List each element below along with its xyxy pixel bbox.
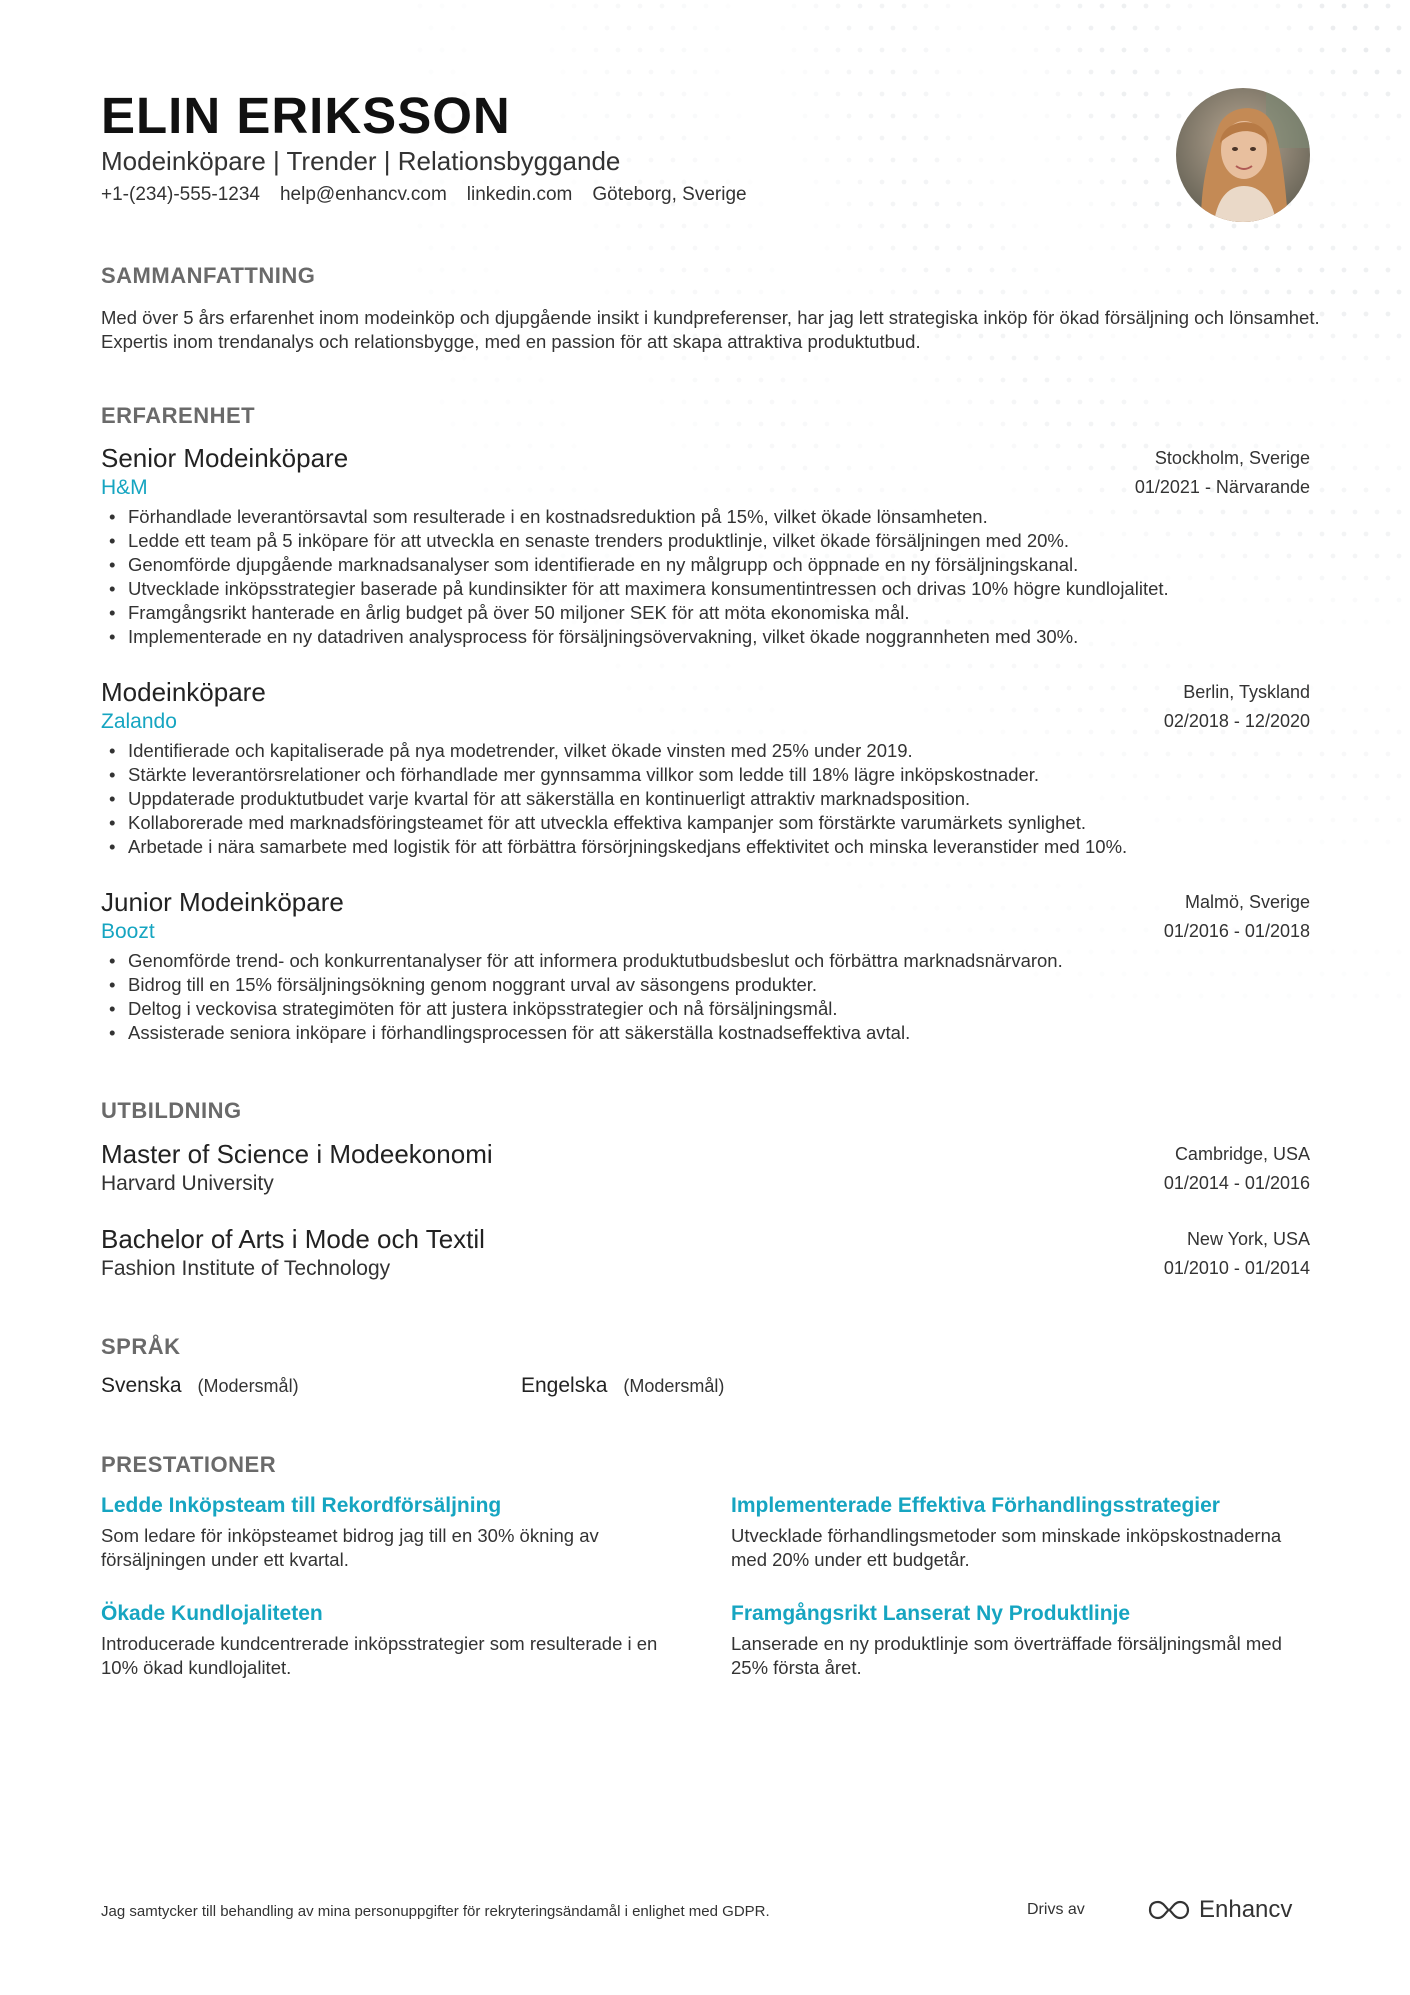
experience-entry (101, 442, 1310, 649)
gdpr-consent: Jag samtycker till behandling av mina personuppgifter för rekryteringsändamål i enlighet med GDPR. (101, 1903, 770, 1920)
education-heading: UTBILDNING (101, 1098, 242, 1123)
bullet-item: • Bidrog till en 15% försäljningsökning genom noggrant urval av säsongens produkter. (109, 974, 818, 995)
job-title: Modeinköpare (101, 677, 266, 707)
achievement-description: Utvecklade förhandlingsmetoder som minskade inköpskostnaderna med 20% under ett budgetår. (731, 1525, 1282, 1570)
language-level: (Modersmål) (623, 1376, 725, 1396)
bullet-item: • Kollaborerade med marknadsföringsteamet för att utveckla effektiva kampanjer som förstärkte varumärkets synlighet. (109, 812, 1086, 833)
achievement-description: Introducerade kundcentrerade inköpsstrategier som resulterade i en 10% ökad kundlojalitet. (101, 1633, 658, 1678)
language-item (101, 1374, 299, 1398)
location: Göteborg, Sverige (592, 184, 747, 205)
bullet-item: • Utvecklade inköpsstrategier baserade på kundinsikter för att maximera konsumentintressen och drivas 10% högre kundlojalitet. (109, 578, 1169, 599)
education-entry (101, 1138, 1310, 1198)
summary-text: Med över 5 års erfarenhet inom modeinköp och djupgående insikt i kundpreferenser, har jag lett strategiska inköp för ökad försäljning och lönsamhet. Expertis inom trendanalys och relationsbygge, med en passion för att skapa attraktiva produktutbud. (101, 307, 1320, 352)
bullet-item: • Uppdaterade produktutbudet varje kvartal för att säkerställa en kontinuerligt attraktiv marknadsposition. (109, 788, 971, 809)
job-bullets (101, 949, 1310, 1045)
bullet-item: • Stärkte leverantörsrelationer och förhandlade mer gynnsamma villkor som ledde till 18% lägre inköpskostnader. (109, 764, 1040, 785)
achievement-description: Som ledare för inköpsteamet bidrog jag till en 30% ökning av försäljningen under ett kvartal. (101, 1525, 599, 1570)
achievement-title: Implementerade Effektiva Förhandlingsstrategier (731, 1494, 1220, 1517)
candidate-name: ELIN ERIKSSON (101, 87, 511, 144)
achievement-item (101, 1600, 671, 1680)
education-meta (1164, 1225, 1310, 1283)
job-dates: 02/2018 - 12/2020 (1163, 711, 1310, 731)
company-name: H&M (101, 476, 148, 499)
education-entry (101, 1223, 1310, 1283)
job-bullets (101, 505, 1310, 649)
job-dates: 01/2021 - Närvarande (1134, 477, 1310, 497)
achievement-title: Framgångsrikt Lanserat Ny Produktlinje (731, 1602, 1131, 1625)
job-meta (1164, 888, 1310, 946)
achievement-item (101, 1492, 671, 1572)
job-meta (1135, 444, 1310, 502)
phone[interactable]: +1-(234)-555-1234 (101, 184, 260, 205)
education-dates: 01/2014 - 01/2016 (1163, 1173, 1310, 1193)
languages-heading: SPRÅK (101, 1334, 181, 1359)
linkedin[interactable]: linkedin.com (466, 184, 573, 205)
bullet-item: • Framgångsrikt hanterade en årlig budget på över 50 miljoner SEK för att möta ekonomiska mål. (109, 602, 910, 623)
contact-info (101, 184, 747, 206)
job-title: Junior Modeinköpare (101, 887, 344, 917)
bullet-item: • Arbetade i nära samarbete med logistik för att förbättra försörjningskedjans effektivitet och minska leveranstider med 10%. (109, 836, 1128, 857)
bullet-item: • Genomförde trend- och konkurrentanalyser för att informera produktutbudsbeslut och förbättra marknadsnärvaron. (109, 950, 1063, 971)
bullet-item: • Ledde ett team på 5 inköpare för att utveckla en senaste trenders produktlinje, vilket ökade försäljningen med 20%. (109, 530, 1069, 551)
degree: Master of Science i Modeekonomi (101, 1139, 493, 1169)
experience-entry (101, 886, 1310, 1045)
language-item (521, 1374, 724, 1398)
bullet-item: • Deltog i veckovisa strategimöten för att justera inköpsstrategier och nå försäljningsmål. (109, 998, 838, 1019)
company-name: Zalando (101, 710, 177, 733)
powered-by-label: Drivs av (1027, 1901, 1085, 1918)
language-name: Engelska (521, 1374, 608, 1397)
education-meta (1164, 1140, 1310, 1198)
bullet-item: • Förhandlade leverantörsavtal som resulterade i en kostnadsreduktion på 15%, vilket ökade lönsamheten. (109, 506, 988, 527)
job-location: Malmö, Sverige (1184, 892, 1310, 912)
brand-name: Enhancv (1199, 1896, 1293, 1923)
achievement-description: Lanserade en ny produktlinje som överträffade försäljningsmål med 25% första året. (731, 1633, 1282, 1678)
enhancv-logo[interactable] (1147, 1896, 1292, 1924)
job-title: Senior Modeinköpare (101, 443, 349, 473)
experience-entry (101, 676, 1310, 859)
company-name: Boozt (101, 920, 155, 943)
achievement-item (731, 1600, 1301, 1680)
achievement-title: Ledde Inköpsteam till Rekordförsäljning (101, 1494, 502, 1517)
job-bullets (101, 739, 1310, 859)
job-meta (1164, 678, 1310, 736)
summary-heading: SAMMANFATTNING (101, 263, 316, 288)
language-name: Svenska (101, 1374, 182, 1397)
bullet-item: • Implementerade en ny datadriven analysprocess för försäljningsövervakning, vilket ökade noggrannheten med 30%. (109, 626, 1079, 647)
achievement-item (731, 1492, 1301, 1572)
language-level: (Modersmål) (197, 1376, 299, 1396)
job-location: Berlin, Tyskland (1183, 682, 1310, 702)
job-dates: 01/2016 - 01/2018 (1163, 921, 1310, 941)
education-location: New York, USA (1186, 1229, 1310, 1249)
achievements-heading: PRESTATIONER (101, 1452, 277, 1477)
infinity-logo-icon (1147, 1899, 1191, 1921)
experience-heading: ERFARENHET (101, 403, 256, 428)
job-location: Stockholm, Sverige (1154, 448, 1310, 468)
bullet-item: • Assisterade seniora inköpare i förhandlingsprocessen för att säkerställa kostnadseffektiva avtal. (109, 1022, 911, 1043)
education-dates: 01/2010 - 01/2014 (1163, 1258, 1310, 1278)
headline: Modeinköpare | Trender | Relationsbyggande (101, 146, 621, 176)
email[interactable]: help@enhancv.com (279, 184, 447, 205)
profile-photo (1176, 88, 1310, 222)
achievement-title: Ökade Kundlojaliteten (101, 1602, 323, 1625)
school-name: Harvard University (101, 1172, 274, 1195)
bullet-item: • Identifierade och kapitaliserade på nya modetrender, vilket ökade vinsten med 25% under 2019. (109, 740, 913, 761)
education-location: Cambridge, USA (1174, 1144, 1310, 1164)
degree: Bachelor of Arts i Mode och Textil (101, 1224, 485, 1254)
school-name: Fashion Institute of Technology (101, 1257, 391, 1280)
bullet-item: • Genomförde djupgående marknadsanalyser som identifierade en ny målgrupp och öppnade en ny försäljningskanal. (109, 554, 1079, 575)
